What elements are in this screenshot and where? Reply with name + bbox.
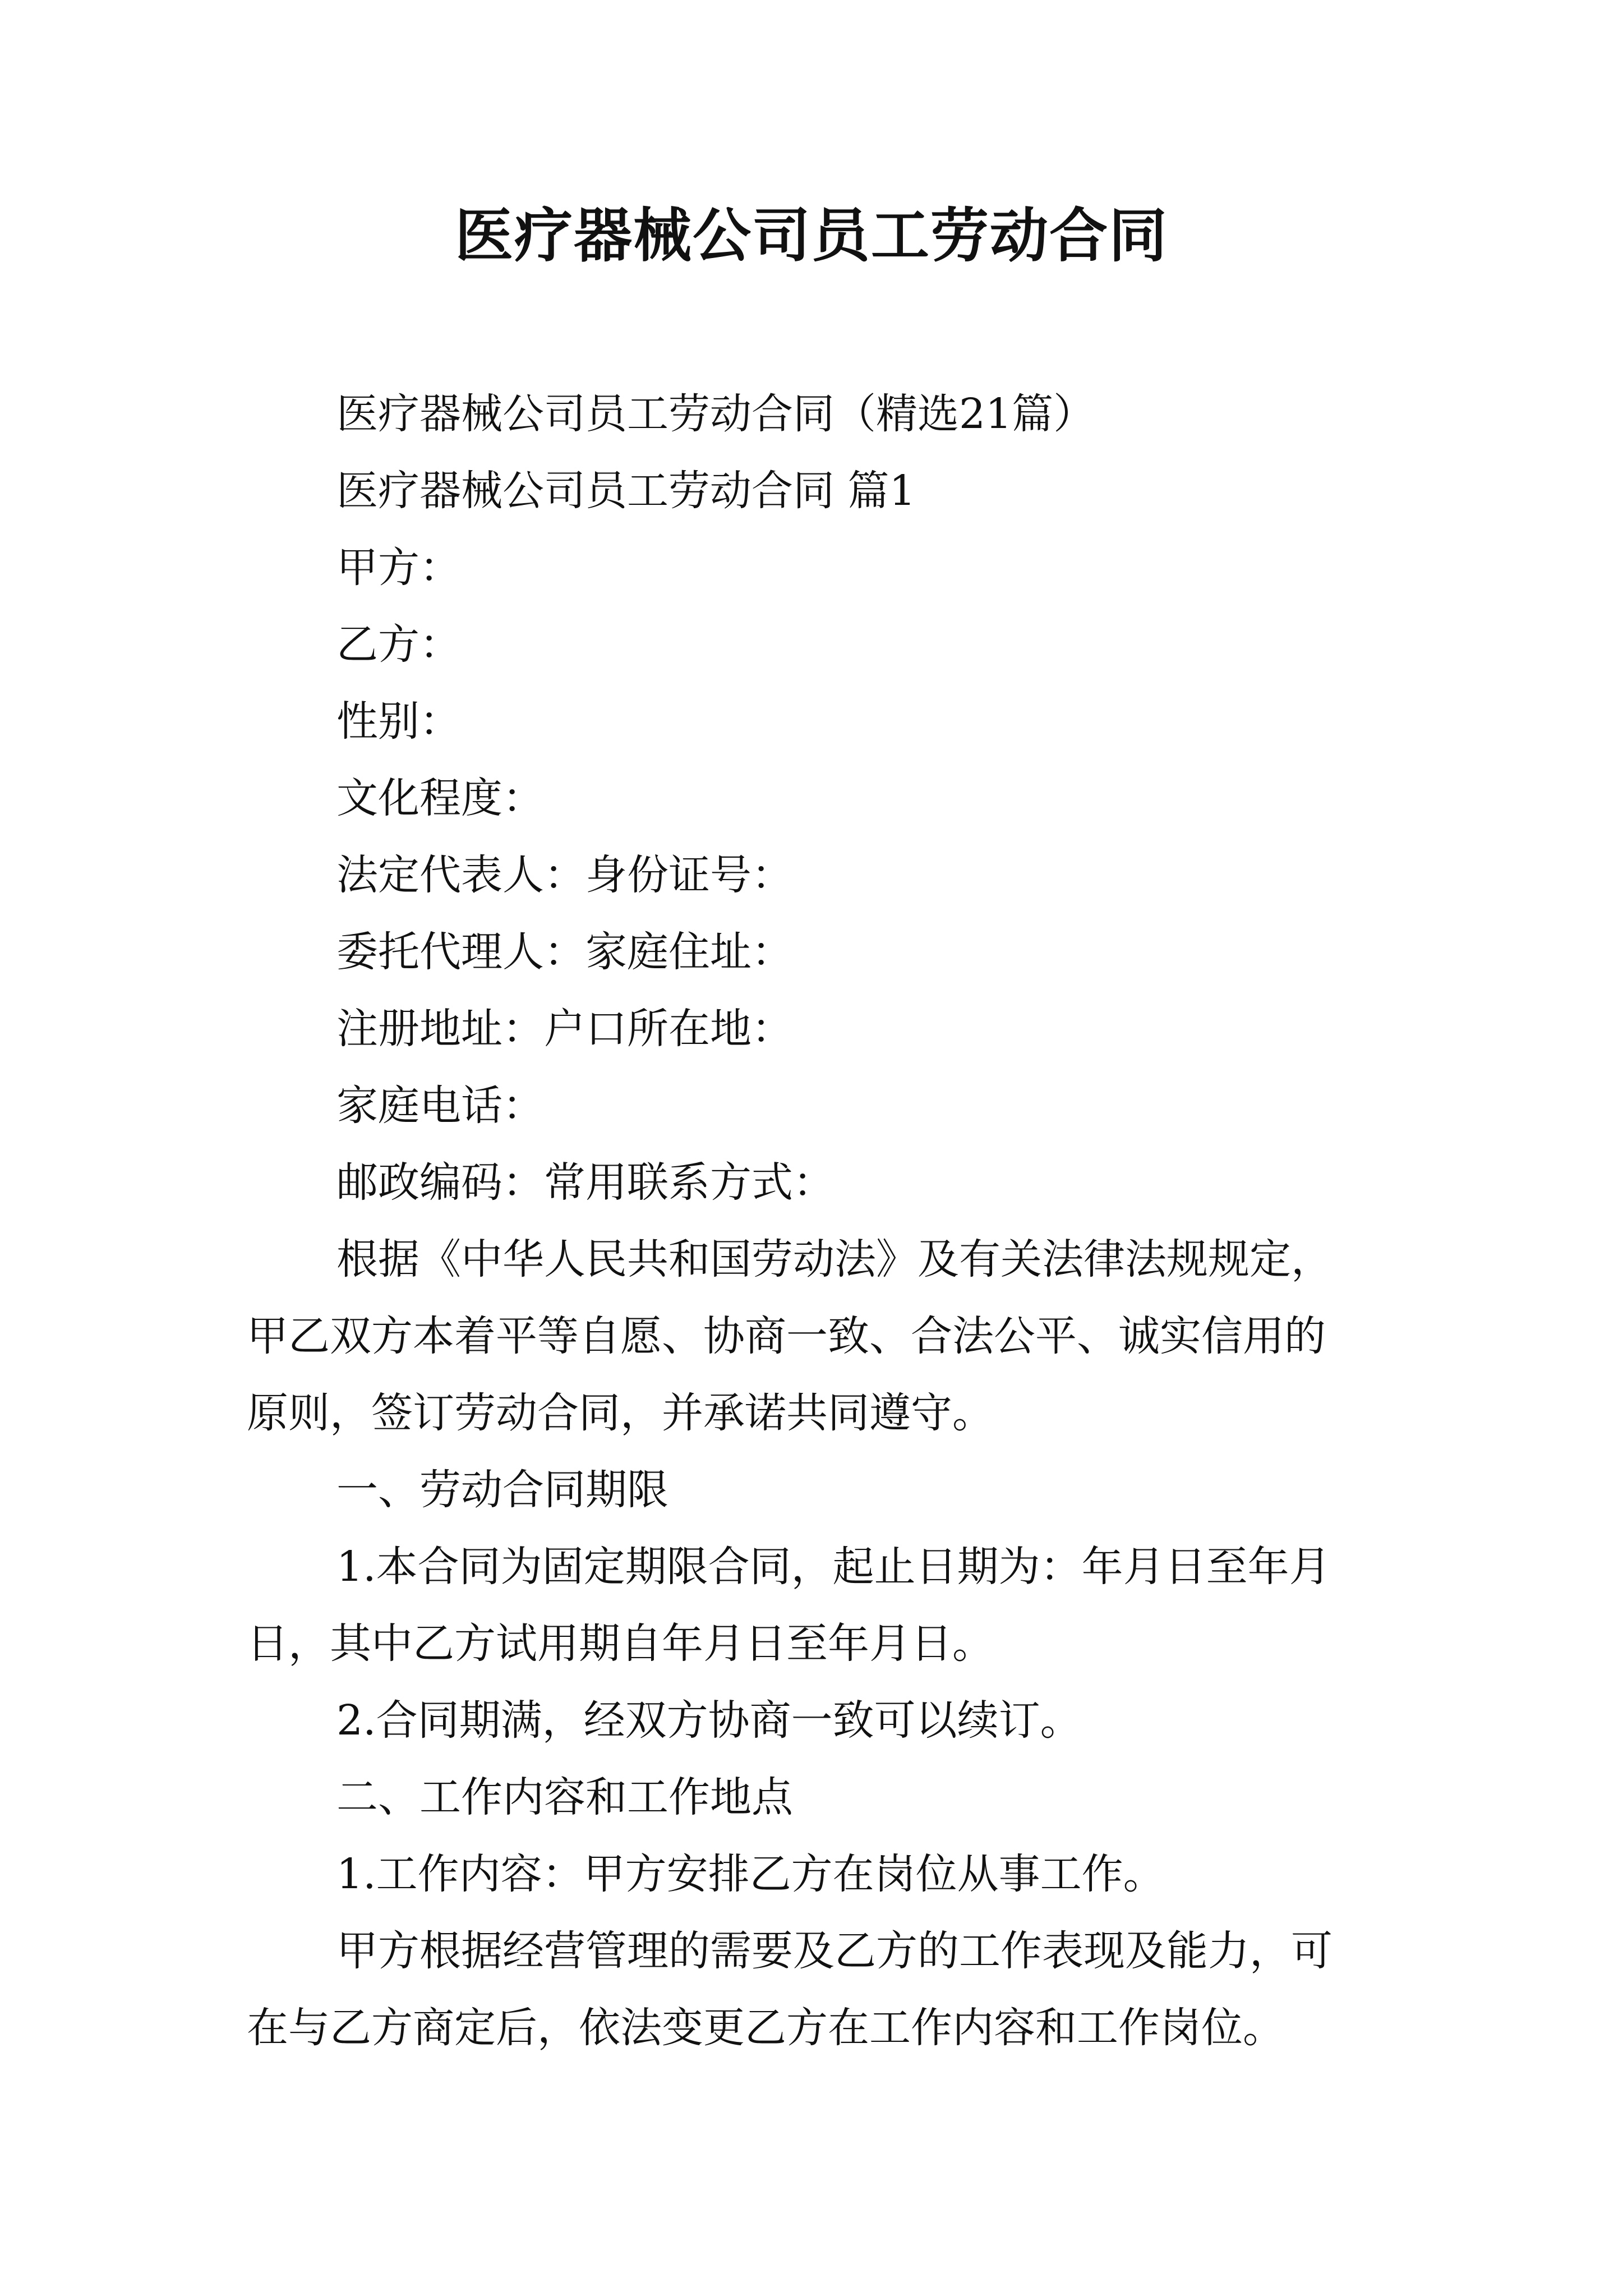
- clause-heading: 一、劳动合同期限: [336, 1466, 668, 1514]
- paragraph-line: 日，其中乙方试用期自年月日至年月日。: [247, 1619, 994, 1668]
- paragraph-line: 1.本合同为固定期限合同，起止日期为：年月日至年月: [336, 1543, 1331, 1591]
- agent-field: 委托代理人：家庭住址：: [336, 928, 793, 976]
- party-b-field: 乙方：: [336, 620, 461, 669]
- document-title: 医疗器械公司员工劳动合同: [454, 201, 1168, 270]
- paragraph-line: 原则，签订劳动合同，并承诺共同遵守。: [247, 1389, 994, 1437]
- postcode-field: 邮政编码：常用联系方式：: [336, 1158, 834, 1207]
- section-heading: 医疗器械公司员工劳动合同 篇1: [336, 467, 916, 515]
- clause-heading: 二、工作内容和工作地点: [336, 1773, 793, 1821]
- party-a-field: 甲方：: [336, 544, 461, 592]
- paragraph-line: 甲乙双方本着平等自愿、协商一致、合法公平、诚实信用的: [247, 1312, 1326, 1360]
- paragraph-line: 甲方根据经营管理的需要及乙方的工作表现及能力，可: [336, 1927, 1332, 1975]
- paragraph-line: 2.合同期满，经双方协商一致可以续订。: [336, 1696, 1082, 1745]
- phone-field: 家庭电话：: [336, 1082, 544, 1130]
- address-field: 注册地址：户口所在地：: [336, 1005, 793, 1053]
- document-body: [247, 376, 1402, 2067]
- paragraph-line: 根据《中华人民共和国劳动法》及有关法律法规规定，: [336, 1235, 1332, 1283]
- legal-representative-field: 法定代表人：身份证号：: [336, 851, 793, 899]
- paragraph-line: 1.工作内容：甲方安排乙方在岗位从事工作。: [336, 1850, 1165, 1898]
- subtitle-line: 医疗器械公司员工劳动合同（精选21篇）: [336, 390, 1095, 438]
- paragraph-line: 在与乙方商定后，依法变更乙方在工作内容和工作岗位。: [247, 2004, 1284, 2052]
- gender-field: 性别：: [336, 697, 461, 746]
- education-field: 文化程度：: [336, 774, 544, 822]
